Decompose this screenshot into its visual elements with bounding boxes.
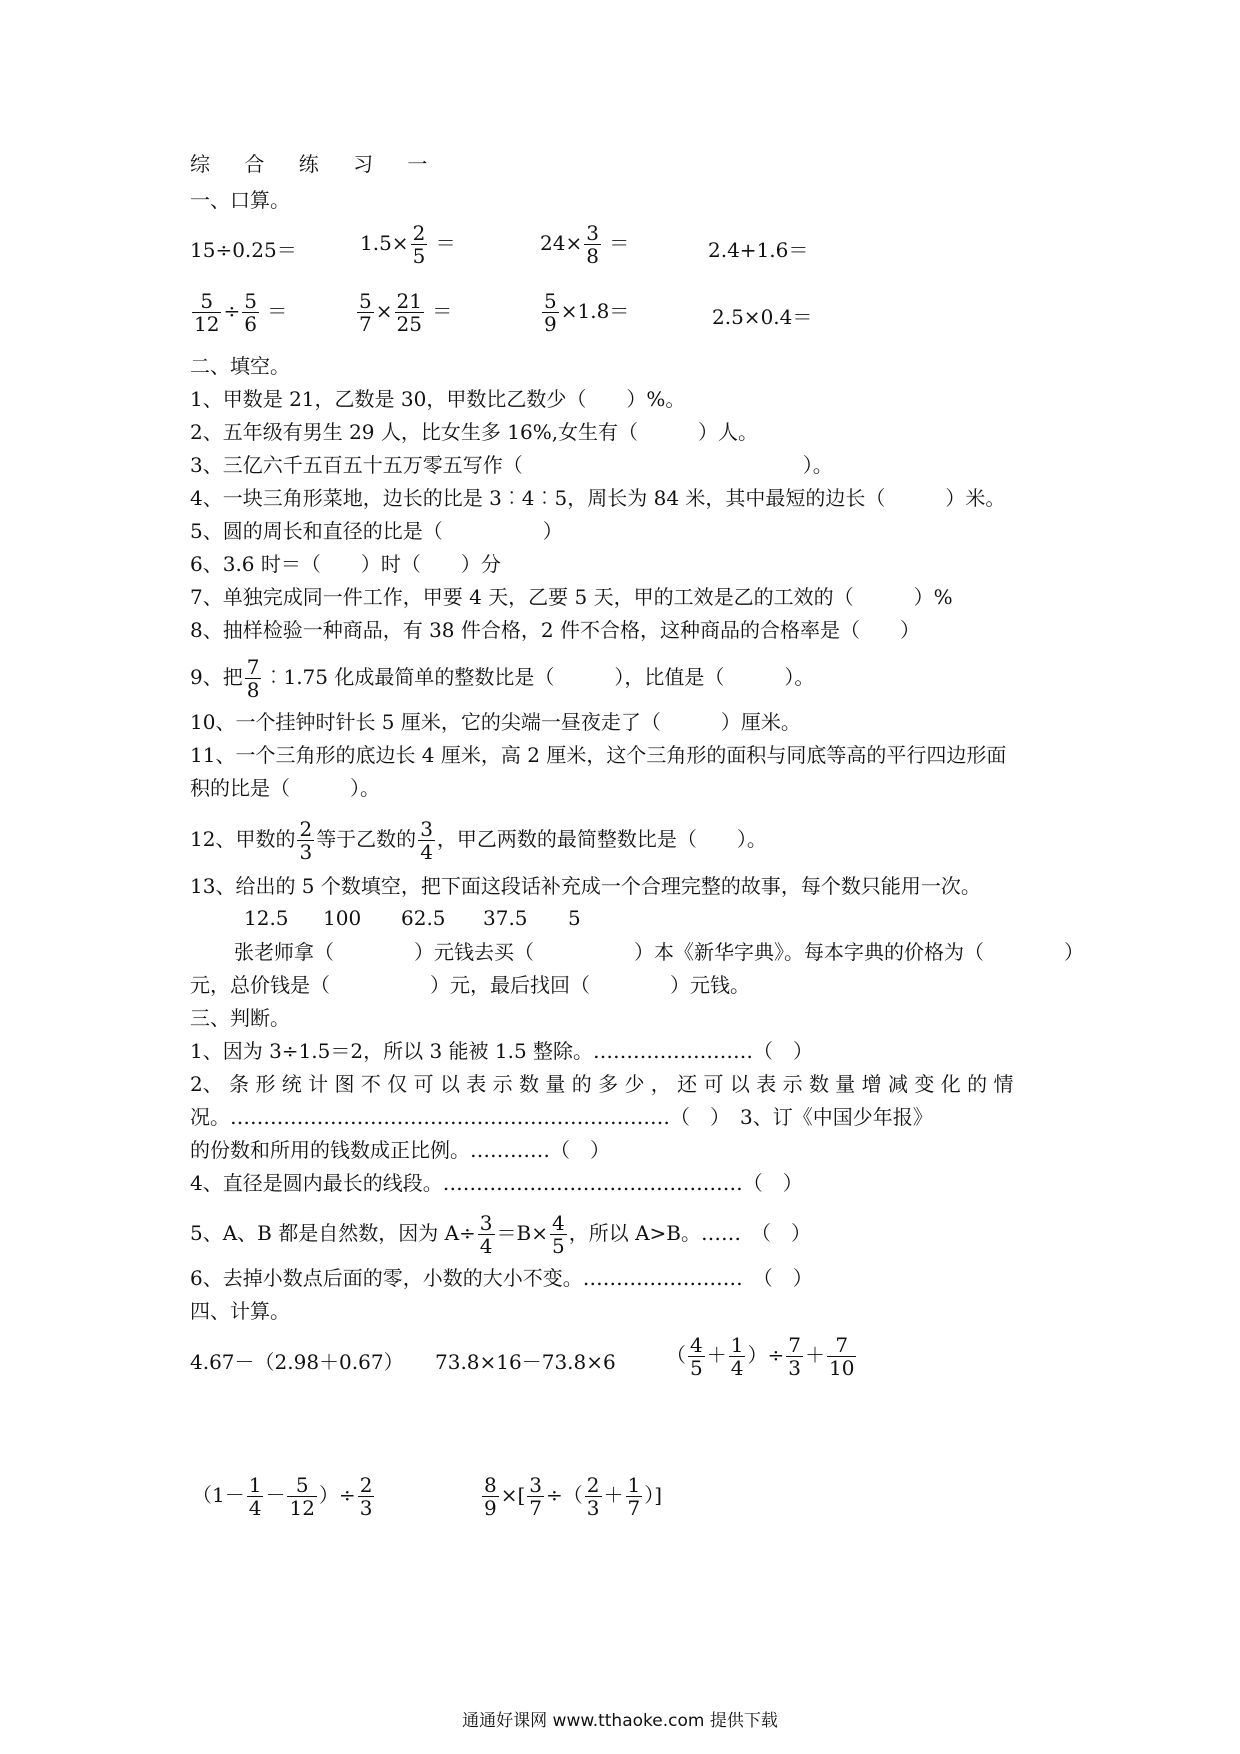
problem-2b: $\frac{5}{7}$ × $\frac{21}{25}$ ＝	[359, 289, 453, 336]
q13-story-line2: 元，总价钱是（ ）元，最后找回（ ）元钱。	[190, 973, 750, 997]
section-2-heading: 二、填空。	[190, 354, 290, 378]
fraction: $\frac{3}{4}$	[420, 817, 433, 864]
problem-2c: $\frac{5}{9}$ ×1.8＝	[544, 289, 630, 336]
problem-1c: 24× $\frac{3}{8}$ ＝	[540, 221, 630, 268]
problem-2a: $\frac{5}{12}$ ÷ $\frac{5}{6}$ ＝	[194, 289, 288, 336]
judge-q2-line2: 况。…………………………………………………………（ ） 3、订《中国少年报》	[190, 1105, 933, 1129]
q13-story-line1: 张老师拿（ ）元钱去买（ ）本《新华字典》。每本字典的价格为（ ）	[234, 940, 1084, 964]
q13-number: 37.5	[483, 906, 528, 930]
fill-q10: 10、一个挂钟时针长 5 厘米，它的尖端一昼夜走了（ ）厘米。	[190, 710, 801, 734]
fraction: $\frac{2}{3}$	[359, 1473, 373, 1520]
fill-q12: 12、甲数的 $\frac{2}{3}$ 等于乙数的 $\frac{3}{4}$ ，甲乙两数的最简整数比是（ ）。	[190, 817, 767, 864]
fill-q7: 7、单独完成同一件工作，甲要 4 天，乙要 5 天，甲的工效是乙的工效的（ ）%	[190, 585, 953, 609]
problem-1d: 2.4+1.6＝	[708, 238, 809, 262]
fraction: $\frac{8}{9}$	[484, 1473, 497, 1520]
fill-q2: 2、五年级有男生 29 人，比女生多 16%,女生有（ ）人。	[190, 420, 759, 444]
judge-q4: 4、直径是圆内最长的线段。………………………………………（ ）	[190, 1171, 803, 1195]
fraction: $\frac{21}{25}$	[396, 289, 422, 336]
section-1-heading: 一、口算。	[190, 188, 290, 212]
fraction: $\frac{1}{4}$	[730, 1333, 744, 1380]
fraction: $\frac{5}{12}$	[194, 289, 220, 336]
judge-q6: 6、去掉小数点后面的零，小数的大小不变。…………………… （ ）	[190, 1266, 813, 1290]
fill-q3: 3、三亿六千五百五十五万零五写作（ ）。	[190, 453, 833, 477]
fraction: $\frac{7}{10}$	[828, 1333, 855, 1380]
judge-q1: 1、因为 3÷1.5＝2，所以 3 能被 1.5 整除。……………………（ ）	[190, 1039, 814, 1063]
fraction: $\frac{5}{9}$	[544, 289, 557, 336]
judge-q3: 的份数和所用的钱数成正比例。…………（ ）	[190, 1138, 610, 1162]
problem-1a: 15÷0.25＝	[190, 238, 297, 262]
calc-3: （ $\frac{4}{5}$ ＋ $\frac{1}{4}$ ）÷ $\frac{7}{3}$ ＋ $\frac{7}{10}$	[666, 1333, 855, 1380]
fraction: $\frac{1}{7}$	[627, 1473, 641, 1520]
fill-q5: 5、圆的周长和直径的比是（ ）	[190, 519, 563, 543]
fraction: $\frac{4}{5}$	[551, 1211, 565, 1258]
section-3-heading: 三、判断。	[190, 1006, 290, 1030]
fill-q6: 6、3.6 时＝（ ）时（ ）分	[190, 552, 501, 576]
fraction: $\frac{2}{3}$	[586, 1473, 600, 1520]
calc-5: $\frac{8}{9}$ ×[ $\frac{3}{7}$ ÷（ $\frac{2}{3}$ ＋ $\frac{1}{7}$ ）]	[484, 1473, 663, 1520]
section-4-heading: 四、计算。	[190, 1299, 290, 1323]
fill-q4: 4、一块三角形菜地，边长的比是 3︰4︰5，周长为 84 米，其中最短的边长（ ）米。	[190, 486, 1006, 510]
fraction: $\frac{2}{5}$	[412, 221, 426, 268]
fill-q8: 8、抽样检验一种商品，有 38 件合格，2 件不合格，这种商品的合格率是（ ）	[190, 618, 920, 642]
fraction: $\frac{5}{7}$	[359, 289, 372, 336]
fill-q1: 1、甲数是 21，乙数是 30，甲数比乙数少（ ）%。	[190, 387, 686, 411]
q13-number: 62.5	[401, 906, 446, 930]
q13-number: 5	[568, 906, 581, 930]
problem-1b: 1.5× $\frac{2}{5}$ ＝	[360, 221, 456, 268]
fill-q9: 9、把 $\frac{7}{8}$ ︰1.75 化成最简单的整数比是（ ），比值是（ ）。	[190, 655, 815, 702]
calc-2: 73.8×16－73.8×6	[435, 1350, 616, 1374]
page-title: 综 合 练 习 一	[190, 152, 442, 176]
fraction: $\frac{3}{8}$	[586, 221, 599, 268]
fraction: $\frac{5}{12}$	[289, 1473, 315, 1520]
fill-q11-line1: 11、一个三角形的底边长 4 厘米，高 2 厘米，这个三角形的面积与同底等高的平行四边形面	[190, 743, 1007, 767]
fraction: $\frac{2}{3}$	[299, 817, 313, 864]
fraction: $\frac{3}{7}$	[529, 1473, 543, 1520]
q13-number: 100	[323, 906, 362, 930]
fraction: $\frac{5}{6}$	[244, 289, 257, 336]
problem-2d: 2.5×0.4＝	[712, 305, 813, 329]
fraction: $\frac{7}{3}$	[788, 1333, 801, 1380]
calc-4: （1－ $\frac{1}{4}$ － $\frac{5}{12}$ ）÷ $\frac{2}{3}$	[192, 1473, 373, 1520]
q13-number: 12.5	[244, 906, 289, 930]
fraction: $\frac{7}{8}$	[246, 655, 260, 702]
fill-q13: 13、给出的 5 个数填空，把下面这段话补充成一个合理完整的故事，每个数只能用一次。	[190, 874, 981, 898]
fraction: $\frac{4}{5}$	[690, 1333, 703, 1380]
judge-q5: 5、A、B 都是自然数，因为 A÷ $\frac{3}{4}$ ＝B× $\frac{4}{5}$ ，所以 A>B。…… （ ）	[190, 1211, 811, 1258]
fraction: $\frac{3}{4}$	[479, 1211, 493, 1258]
judge-q2-line1: 2、 条 形 统 计 图 不 仅 可 以 表 示 数 量 的 多 少 ， 还 可 以 表 示 数 量 增 减 变 化 的 情	[190, 1072, 1014, 1096]
calc-1: 4.67－（2.98＋0.67）	[190, 1350, 404, 1374]
footer-source-credit: 通通好课网 www.tthaoke.com 提供下载	[462, 1711, 778, 1731]
fraction: $\frac{1}{4}$	[248, 1473, 262, 1520]
fill-q11-line2: 积的比是（ ）。	[190, 776, 380, 800]
